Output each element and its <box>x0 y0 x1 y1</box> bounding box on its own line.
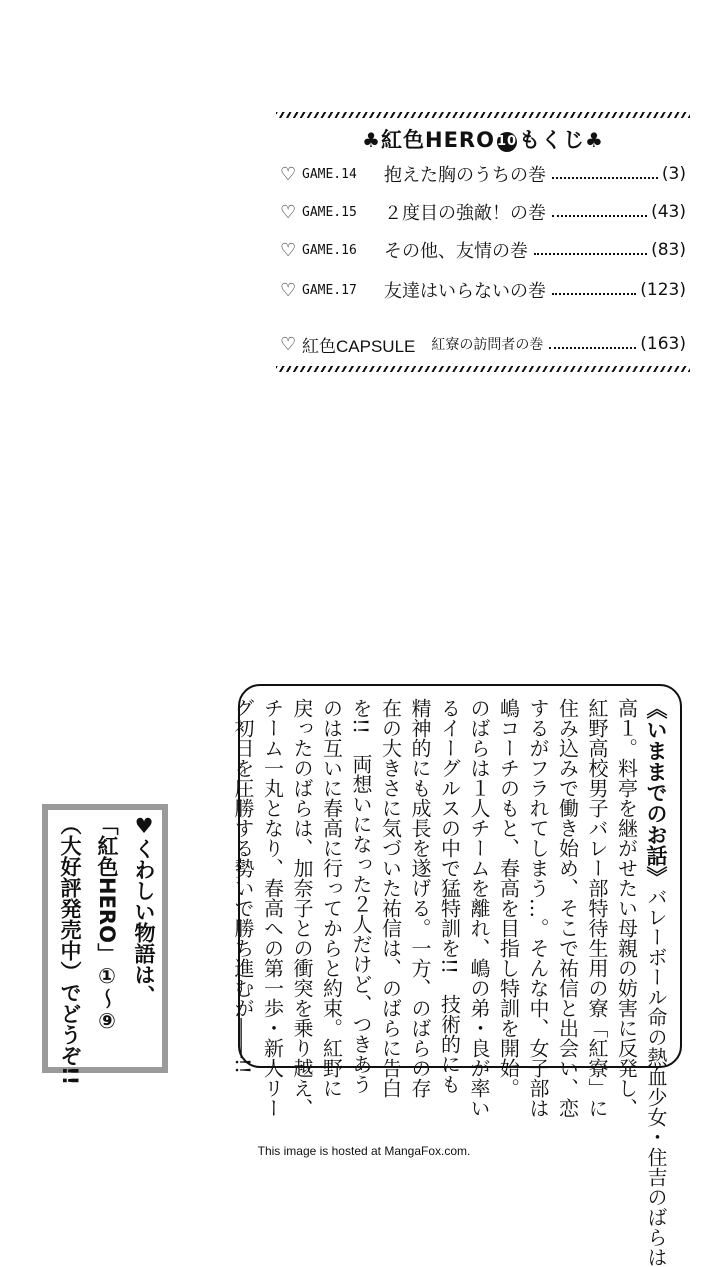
toc-dot-leader <box>552 279 636 295</box>
hosting-notice: This image is hosted at MangaFox.com. <box>257 1144 471 1158</box>
heart-icon: ♡ <box>280 279 297 301</box>
toc-page-number: (123) <box>640 280 686 300</box>
volume-badge: 10 <box>497 132 517 152</box>
toc-bottom-border <box>276 366 690 372</box>
toc-page-number: (3) <box>661 164 686 184</box>
toc-chapter-title: 紅寮の訪問者の巻 <box>431 337 544 353</box>
toc-title-name: 紅色HERO <box>381 128 495 152</box>
toc-chapter-title: その他、友情の巻 <box>384 241 528 262</box>
toc-page-number: (163) <box>640 334 686 354</box>
toc-chapter-title: 友達はいらないの巻 <box>384 281 546 302</box>
toc-dot-leader <box>534 239 647 255</box>
toc-capsule-label: 紅色CAPSULE <box>302 336 416 356</box>
table-of-contents <box>276 112 690 374</box>
toc-entry <box>280 160 686 188</box>
story-body: バレーボール命の熱血少女・住吉のばらは 高１。料亭を継がせたい母親の妨害に反発し、 紅野高校男子バレー部特待生用の寮「紅寮」に 住み込みで働き始め、そこで祐信と出会い、恋 するがフラれてしまう…。そんな中、女子部は 嶋コーチのもと、春高を目指し特訓を開始。 のばらは１人チームを離れ、嶋の弟・良が率い るイーグルスの中で猛特訓を!! 技術的にも 精神的にも成長を遂げる。一方、のばらの存 在の大きさに気づいた祐信は、のばらに告白 を!! 両想いになった２人だけど、つきあう のは互いに春高に行ってからと約束。紅野に 戻ったのばらは、加奈子との衝突を乗り越え、 チーム一丸となり、春高への第一歩・新人リー グ初日を圧勝する勢いで勝ち進むが――!! <box>231 698 668 1267</box>
story-heading: 《いままでのお話》 <box>644 698 668 887</box>
toc-game-number: GAME.14 <box>302 166 357 182</box>
heart-icon: ♡ <box>280 201 297 223</box>
toc-page-number: (83) <box>651 240 686 260</box>
toc-game-number: GAME.17 <box>302 282 357 298</box>
back-issues-note: ♥くわしい物語は、 「紅色HERO」①〜⑨ （大好評発売中）でどうぞ!! <box>48 810 162 1067</box>
back-issues-sidebar <box>42 804 168 1086</box>
toc-title <box>276 124 690 154</box>
toc-page-number: (43) <box>651 202 686 222</box>
toc-title-label: もくじ <box>518 128 585 152</box>
toc-entry <box>280 236 686 264</box>
toc-chapter-title: 抱えた胸のうちの巻 <box>384 165 546 186</box>
toc-entry <box>280 198 686 226</box>
toc-chapter-title: ２度目の強敵！の巻 <box>384 203 546 224</box>
heart-icon: ♡ <box>280 333 297 355</box>
heart-icon: ♡ <box>280 163 297 185</box>
toc-game-number: GAME.15 <box>302 204 357 220</box>
toc-top-border <box>276 112 690 118</box>
club-right-icon: ♣ <box>584 128 604 152</box>
heart-icon: ♡ <box>280 239 297 261</box>
toc-dot-leader <box>552 163 658 179</box>
toc-dot-leader <box>549 333 636 349</box>
club-left-icon: ♣ <box>362 128 382 152</box>
toc-capsule-entry <box>280 330 686 358</box>
toc-game-number: GAME.16 <box>302 242 357 258</box>
toc-entry <box>280 276 686 304</box>
toc-dot-leader <box>552 201 647 217</box>
